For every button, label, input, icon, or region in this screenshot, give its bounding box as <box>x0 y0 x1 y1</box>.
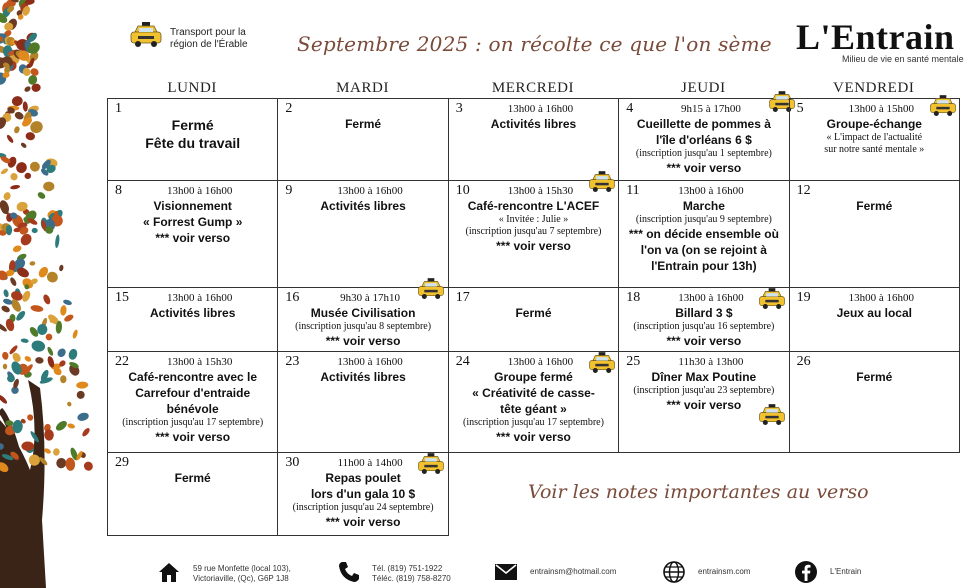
leaf-shape <box>43 182 54 192</box>
event-text-line: *** voir verso <box>155 231 231 245</box>
leaf-shape <box>81 427 91 438</box>
transport-label <box>170 27 248 51</box>
day-number: 10 <box>455 183 470 198</box>
event-text-line: Groupe-échange <box>826 117 922 131</box>
leaf-shape <box>54 419 68 433</box>
phone-number: Tél. (819) 751-1922 <box>372 564 443 573</box>
leaf-shape <box>32 228 38 233</box>
day-number: 30 <box>285 455 300 470</box>
event-time: 13h00 à 15h00 <box>848 103 914 115</box>
leaf-shape <box>15 309 27 322</box>
calendar-day-cell <box>448 351 619 453</box>
event-text-line: Fermé <box>345 117 382 131</box>
calendar-day-cell <box>107 287 278 352</box>
calendar-day-cell <box>107 180 278 288</box>
mail-icon <box>494 562 518 582</box>
event-text-line: Café-rencontre L'ACEF <box>467 199 600 213</box>
leaf-shape <box>65 457 75 471</box>
weekday-header-row <box>107 80 959 97</box>
leaf-shape <box>76 411 89 422</box>
event-time: 13h00 à 16h00 <box>678 292 744 304</box>
weekday-label: MERCREDI <box>491 80 575 96</box>
leaf-shape <box>56 347 68 359</box>
event-text-line: Fête du travail <box>145 135 241 151</box>
day-number: 24 <box>455 354 470 369</box>
calendar-day-cell <box>277 452 448 536</box>
taxi-icon <box>757 286 787 312</box>
taxi-icon <box>757 402 787 428</box>
event-text-line: Activités libres <box>320 370 406 384</box>
event-time: 11h00 à 14h00 <box>337 457 403 469</box>
event-text-line: (inscription jusqu'au 9 septembre) <box>635 214 772 225</box>
leaf-shape <box>62 299 72 306</box>
leaf-shape <box>13 126 20 135</box>
calendar-day-cell <box>448 287 619 352</box>
event-text-line: Musée Civilisation <box>310 306 416 320</box>
leaf-shape <box>46 346 54 356</box>
day-number: 12 <box>796 183 811 198</box>
taxi-icon <box>587 169 617 195</box>
weekday-label: MARDI <box>336 80 390 96</box>
event-time: 13h00 à 15h30 <box>167 356 233 368</box>
brand-logo <box>796 18 964 64</box>
event-text-line: (inscription jusqu'au 23 septembre) <box>633 385 775 396</box>
transport-line: Transport pour la <box>170 27 246 38</box>
event-text-line: Activités libres <box>320 199 406 213</box>
leaf-shape <box>35 357 44 364</box>
calendar-day-cell <box>618 98 789 181</box>
leaf-shape <box>20 142 27 149</box>
leaf-shape <box>11 95 23 106</box>
leaf-shape <box>3 364 7 370</box>
leaf-shape <box>36 191 46 200</box>
leaf-shape <box>19 232 34 248</box>
leaf-shape <box>45 333 54 342</box>
leaf-shape <box>30 304 44 313</box>
transport-line: région de l'Érable <box>170 39 248 50</box>
leaf-shape <box>3 289 10 298</box>
event-time <box>122 102 277 116</box>
leaf-shape <box>43 447 51 454</box>
leaf-shape <box>28 160 42 174</box>
calendar-day-cell <box>618 180 789 288</box>
event-text-line: (inscription jusqu'au 24 septembre) <box>292 502 434 513</box>
leaf-shape <box>75 390 86 401</box>
event-text-line: Fermé <box>515 306 552 320</box>
day-number: 8 <box>115 183 122 198</box>
autumn-tree-illustration <box>0 0 100 588</box>
event-text-line: Repas poulet <box>325 471 401 485</box>
day-number: 23 <box>285 354 300 369</box>
leaf-shape <box>60 375 67 383</box>
calendar-day-cell <box>277 287 448 352</box>
taxi-icon <box>928 93 958 119</box>
event-text-line: « L'impact de l'actualité <box>826 132 923 143</box>
leaf-shape <box>0 167 9 175</box>
event-text-line: tête géant » <box>500 402 567 416</box>
day-number: 25 <box>626 354 641 369</box>
event-text-line: *** voir verso <box>666 398 742 412</box>
taxi-icon <box>587 350 617 376</box>
event-time <box>292 102 447 116</box>
calendar-day-cell <box>789 351 960 453</box>
leaf-shape <box>12 244 22 253</box>
brand-tagline: Milieu de vie en santé mentale <box>842 54 964 64</box>
calendar-day-cell <box>789 287 960 352</box>
event-text-line: Visionnement <box>153 199 232 213</box>
event-text-line: Fermé <box>171 117 214 133</box>
taxi-icon <box>128 20 164 50</box>
leaf-shape <box>60 305 67 316</box>
day-number: 3 <box>455 101 463 116</box>
event-time: 13h00 à 16h00 <box>507 103 574 115</box>
event-text-line: « Invitée : Julie » <box>498 214 569 225</box>
day-number: 15 <box>115 290 129 305</box>
event-text-line: l'Entrain pour 13h) <box>651 259 757 273</box>
leaf-shape <box>13 110 24 120</box>
home-icon <box>157 560 181 584</box>
globe-icon <box>662 560 686 584</box>
event-text-line: *** voir verso <box>496 239 571 253</box>
event-text-line: bénévole <box>166 402 219 416</box>
leaf-shape <box>23 85 31 93</box>
calendar-day-cell <box>789 180 960 288</box>
event-text-line: (inscription jusqu'au 7 septembre) <box>465 226 602 237</box>
event-text-line: « Forrest Gump » <box>143 215 243 229</box>
event-text-line: *** voir verso <box>155 430 231 444</box>
leaf-shape <box>67 423 76 430</box>
page-title: Septembre 2025 : on récolte ce que l'on sème <box>297 32 772 56</box>
calendar-day-cell <box>107 452 278 536</box>
event-text-line: (inscription jusqu'au 1 septembre) <box>635 148 772 159</box>
leaf-shape <box>55 457 67 469</box>
event-text-line: *** voir verso <box>325 515 401 529</box>
day-number: 1 <box>115 101 122 116</box>
event-time <box>804 355 959 369</box>
event-text-line: Cueillette de pommes à <box>636 117 771 131</box>
leaf-shape <box>76 381 88 389</box>
event-text-line: *** voir verso <box>666 161 742 175</box>
leaf-shape <box>82 460 95 473</box>
leaf-shape <box>22 101 28 112</box>
event-text-line: Café-rencontre avec le <box>128 370 258 384</box>
leaf-shape <box>10 184 21 190</box>
event-text-line: (inscription jusqu'au 17 septembre) <box>122 417 264 428</box>
website-link[interactable]: entrainsm.com <box>698 567 751 576</box>
leaf-shape <box>59 264 64 271</box>
leaf-shape <box>42 293 52 305</box>
brand-name: L'Entrain <box>796 17 955 57</box>
leaf-shape <box>0 394 8 405</box>
event-text-line: Billard 3 $ <box>675 306 733 320</box>
taxi-icon <box>416 451 446 477</box>
leaf-shape <box>52 448 60 457</box>
footer <box>0 556 978 588</box>
event-text-line: Activités libres <box>150 306 236 320</box>
event-text-line: Fermé <box>856 199 893 213</box>
day-number: 9 <box>285 183 293 198</box>
event-text-line: Dîner Max Poutine <box>651 370 757 384</box>
event-text-line: (inscription jusqu'au 17 septembre) <box>463 417 604 428</box>
event-time: 13h00 à 16h00 <box>337 185 403 197</box>
event-text-line: (inscription jusqu'au 16 septembre) <box>633 321 775 332</box>
taxi-icon <box>416 276 446 302</box>
leaf-shape <box>0 199 11 215</box>
leaf-shape <box>37 324 48 335</box>
day-number: 19 <box>796 290 811 305</box>
bottom-note: Voir les notes importantes au verso <box>528 481 869 503</box>
fax-number: Téléc. (819) 758-8270 <box>372 574 451 583</box>
leaf-shape <box>2 298 13 306</box>
leaf-shape <box>68 348 79 361</box>
event-text-line: *** voir verso <box>325 334 401 348</box>
event-text-line: Carrefour d'entraide <box>135 386 251 400</box>
day-number: 11 <box>626 183 640 198</box>
leaf-shape <box>29 261 35 266</box>
email-link[interactable]: entrainsm@hotmail.com <box>530 567 617 576</box>
event-text-line: « Créativité de casse- <box>472 386 595 400</box>
calendar-grid <box>107 98 959 535</box>
calendar-day-cell <box>789 98 960 181</box>
calendar-day-cell <box>277 180 448 288</box>
weekday-label: JEUDI <box>681 80 726 96</box>
leaf-shape <box>25 132 35 141</box>
phone-icon <box>337 560 361 584</box>
leaf-shape <box>14 160 28 175</box>
address-line: 59 rue Monfette (local 103), <box>193 564 291 573</box>
weekday-label: VENDREDI <box>833 80 915 96</box>
leaf-shape <box>31 339 47 353</box>
event-time: 11h30 à 13h00 <box>678 356 744 368</box>
event-text-line: Fermé <box>856 370 893 384</box>
leaf-shape <box>66 401 72 407</box>
event-time <box>804 184 959 198</box>
event-text-line: Fermé <box>174 471 211 485</box>
leaf-shape <box>72 329 79 339</box>
leaf-shape <box>6 134 15 144</box>
event-time: 13h00 à 16h00 <box>678 185 744 197</box>
event-text-line: (inscription jusqu'au 8 septembre) <box>295 321 432 332</box>
event-text-line: lors d'un gala 10 $ <box>310 487 416 501</box>
day-number: 18 <box>626 290 641 305</box>
leaf-shape <box>54 234 60 248</box>
event-time: 13h00 à 16h00 <box>337 356 403 368</box>
event-time: 13h00 à 15h30 <box>507 185 574 197</box>
event-time: 9h30 à 17h10 <box>340 292 401 304</box>
day-number: 5 <box>796 101 804 116</box>
event-text-line: sur notre santé mentale » <box>824 144 925 155</box>
calendar-day-cell <box>277 351 448 453</box>
day-number: 17 <box>455 290 470 305</box>
leaf-shape <box>9 172 19 182</box>
facebook-label[interactable]: L'Entrain <box>830 567 862 576</box>
day-number: 2 <box>285 101 293 116</box>
calendar-day-cell <box>277 98 448 181</box>
leaf-shape <box>26 413 34 421</box>
day-number: 22 <box>115 354 129 369</box>
event-text-line: *** voir verso <box>496 430 571 444</box>
event-time <box>463 291 618 305</box>
leaf-shape <box>0 304 11 313</box>
event-time: 13h00 à 16h00 <box>167 292 233 304</box>
leaf-shape <box>2 191 11 201</box>
event-time <box>122 456 277 470</box>
event-text-line: *** on décide ensemble où <box>628 227 779 241</box>
day-number: 26 <box>796 354 811 369</box>
event-time: 13h00 à 16h00 <box>848 292 914 304</box>
calendar-day-cell <box>618 287 789 352</box>
event-text-line: l'île d'orléans 6 $ <box>656 133 752 147</box>
event-text-line: Groupe fermé <box>494 370 573 384</box>
leaf-shape <box>6 225 12 235</box>
address-line: Victoriaville, (Qc), G6P 1J8 <box>193 574 289 583</box>
leaf-shape <box>20 338 29 343</box>
leaf-shape <box>2 351 9 360</box>
leaf-shape <box>9 276 18 287</box>
facebook-icon[interactable] <box>794 560 818 584</box>
day-number: 16 <box>285 290 300 305</box>
event-text-line: l'on va (on se rejoint à <box>640 243 767 257</box>
event-text-line: Marche <box>682 199 725 213</box>
event-time: 13h00 à 16h00 <box>167 185 233 197</box>
weekday-label: LUNDI <box>167 80 218 96</box>
leaf-shape <box>24 355 33 363</box>
event-time: 9h15 à 17h00 <box>680 103 741 115</box>
day-number: 29 <box>115 455 129 470</box>
event-time: 13h00 à 16h00 <box>507 356 574 368</box>
leaf-shape <box>24 172 32 180</box>
event-text-line: Jeux au local <box>836 306 912 320</box>
day-number: 4 <box>626 101 634 116</box>
calendar-day-cell <box>618 351 789 453</box>
event-text-line: Activités libres <box>490 117 577 131</box>
calendar-day-cell <box>448 180 619 288</box>
calendar-day-cell <box>107 351 278 453</box>
event-text-line: *** voir verso <box>666 334 742 348</box>
calendar-day-cell <box>107 98 278 181</box>
